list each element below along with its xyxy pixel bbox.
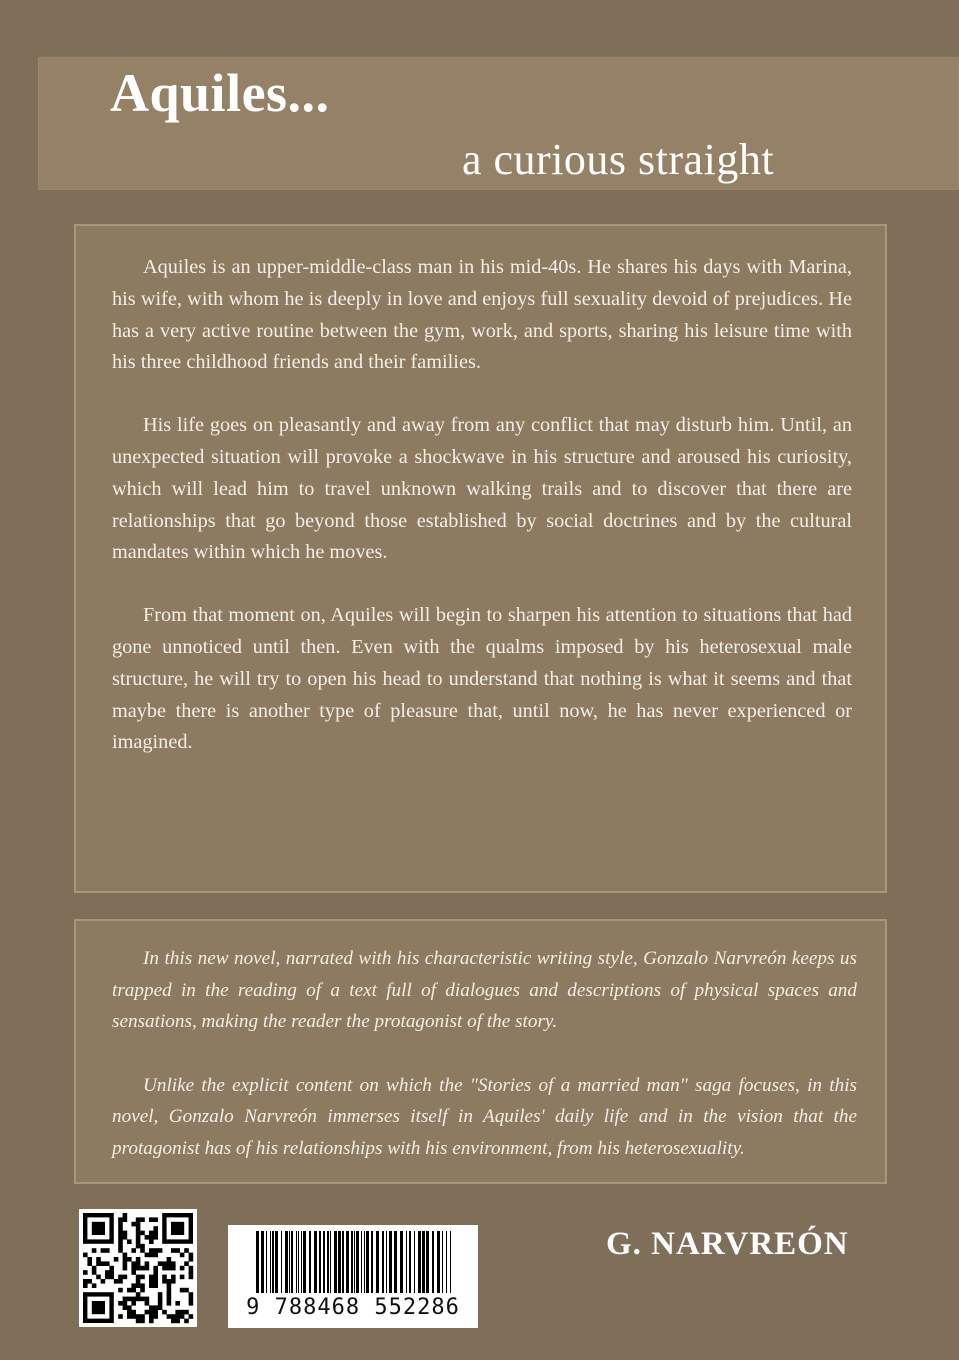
synopsis-panel (74, 224, 887, 893)
review-paragraph-2: Unlike the explicit content on which the "Stories of a married man" saga focuses, in this novel, Gonzalo Narvreón immerses itself in Aquiles' daily life and in the vision that the protagonist has of his relationships with his environment, from his heterosexuality. (112, 1074, 857, 1159)
isbn-barcode (228, 1225, 478, 1328)
book-subtitle: a curious straight (462, 135, 775, 184)
synopsis-text (112, 252, 852, 790)
author-name: G. NARVREÓN (606, 1226, 849, 1262)
review-text (112, 943, 857, 1196)
qr-code (79, 1209, 197, 1327)
synopsis-paragraph-3: From that moment on, Aquiles will begin to sharpen his attention to situations that had gone unnoticed until then. Even with the qualms imposed by his heterosexual male structure, he will try to open his head to understand that nothing is what it seems and that maybe there is another type of pleasure that, until now, he has never experienced or imagined. (112, 604, 852, 754)
synopsis-paragraph-1: Aquiles is an upper-middle-class man in his mid-40s. He shares his days with Marina, his wife, with whom he is deeply in love and enjoys full sexuality devoid of prejudices. He has a very active routine between the gym, work, and sports, sharing his leisure time with his three childhood friends and their families. (112, 256, 852, 374)
review-paragraph-1: In this new novel, narrated with his characteristic writing style, Gonzalo Narvreón keeps us trapped in the reading of a text full of dialogues and descriptions of physical spaces and sensations, making the reader the protagonist of the story. (112, 948, 857, 1032)
review-panel (74, 919, 887, 1184)
synopsis-paragraph-2: His life goes on pleasantly and away from any conflict that may disturb him. Until, an unexpected situation will provoke a shockwave in his structure and aroused his curiosity, which will lead him to travel unknown walking trails and to discover that there are relationships that go beyond those established by social doctrines and by the cultural mandates within which he moves. (112, 414, 852, 564)
isbn-number: 9 788468 552286 (246, 1295, 460, 1320)
book-title: Aquiles... (110, 63, 330, 123)
